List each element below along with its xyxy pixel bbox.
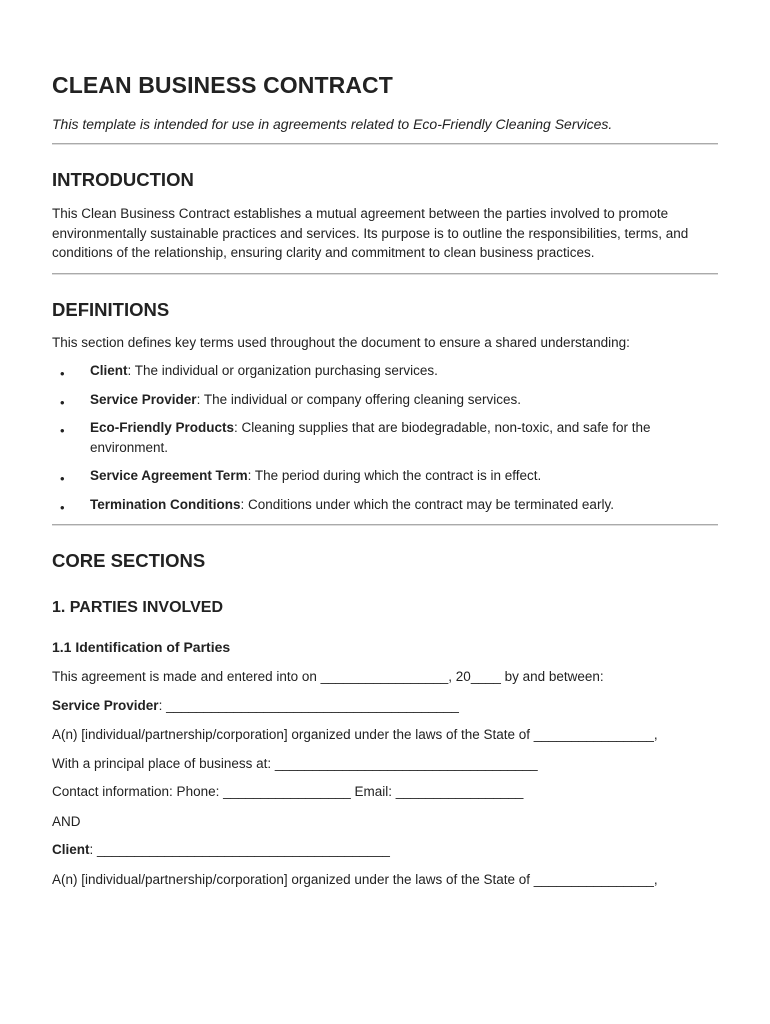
definition-text: : Cleaning supplies that are biodegradable, non-toxic, and safe for the environment. — [90, 420, 651, 455]
introduction-heading: INTRODUCTION — [52, 169, 194, 190]
agreement-date-line: This agreement is made and entered into on _________________, 20____ by and between: — [52, 669, 604, 684]
client-label: Client — [52, 842, 90, 857]
list-item — [52, 466, 718, 486]
list-item — [52, 361, 718, 381]
list-item — [52, 418, 718, 457]
definition-term: Service Agreement Term — [90, 468, 248, 483]
identification-heading: 1.1 Identification of Parties — [52, 639, 231, 655]
definitions-intro: This section defines key terms used throughout the document to ensure a shared understanding: — [52, 334, 630, 350]
document-title: CLEAN BUSINESS CONTRACT — [52, 72, 393, 98]
definition-text: : The individual or organization purchasing services. — [127, 363, 438, 378]
definition-term: Termination Conditions — [90, 496, 241, 512]
client-organization: A(n) [individual/partnership/corporation] organized under the laws of the State of ________________, — [52, 871, 658, 887]
core-sections-heading: CORE SECTIONS — [52, 550, 206, 571]
service-provider-blank: : _______________________________________ — [158, 697, 459, 713]
document-subtitle: This template is intended for use in agreements related to Eco-Friendly Cleaning Services. — [52, 116, 613, 132]
introduction-body: This Clean Business Contract establishes a mutual agreement between the parties involved to promote environmentally sustainable practices and services. Its purpose is to outline the responsibilities, terms, and conditions of the relationship, ensuring clarity and commitment to clean business practices. — [52, 206, 689, 260]
section-divider — [52, 524, 718, 526]
contact-info-line: Contact information: Phone: _________________ Email: _________________ — [52, 784, 524, 799]
client-line — [52, 840, 718, 860]
definition-text: : The period during which the contract is in effect. — [247, 468, 542, 483]
definition-term: Client — [90, 363, 128, 378]
and-separator: AND — [52, 813, 81, 829]
principal-place-line: With a principal place of business at: ___________________________________ — [52, 755, 538, 771]
definition-text: : Conditions under which the contract may be terminated early. — [240, 496, 614, 512]
definition-term: Eco-Friendly Products — [90, 420, 235, 435]
list-item — [52, 495, 718, 515]
section-divider — [52, 143, 718, 145]
section-divider — [52, 273, 718, 275]
bullet-icon: • — [60, 471, 65, 486]
service-provider-organization: A(n) [individual/partnership/corporation] organized under the laws of the State of ________________, — [52, 727, 658, 742]
bullet-icon: • — [60, 499, 65, 515]
bullet-icon: • — [60, 394, 65, 410]
parties-heading: 1. PARTIES INVOLVED — [52, 599, 223, 616]
service-provider-label: Service Provider — [52, 697, 159, 713]
list-item — [52, 390, 718, 410]
client-blank: : _______________________________________ — [89, 842, 390, 857]
definition-term: Service Provider — [90, 391, 197, 407]
definition-text: : The individual or company offering cleaning services. — [196, 391, 522, 407]
bullet-icon: • — [60, 423, 65, 438]
bullet-icon: • — [60, 366, 65, 381]
definitions-list — [52, 361, 718, 514]
definitions-heading: DEFINITIONS — [52, 298, 170, 320]
service-provider-line — [52, 696, 718, 716]
